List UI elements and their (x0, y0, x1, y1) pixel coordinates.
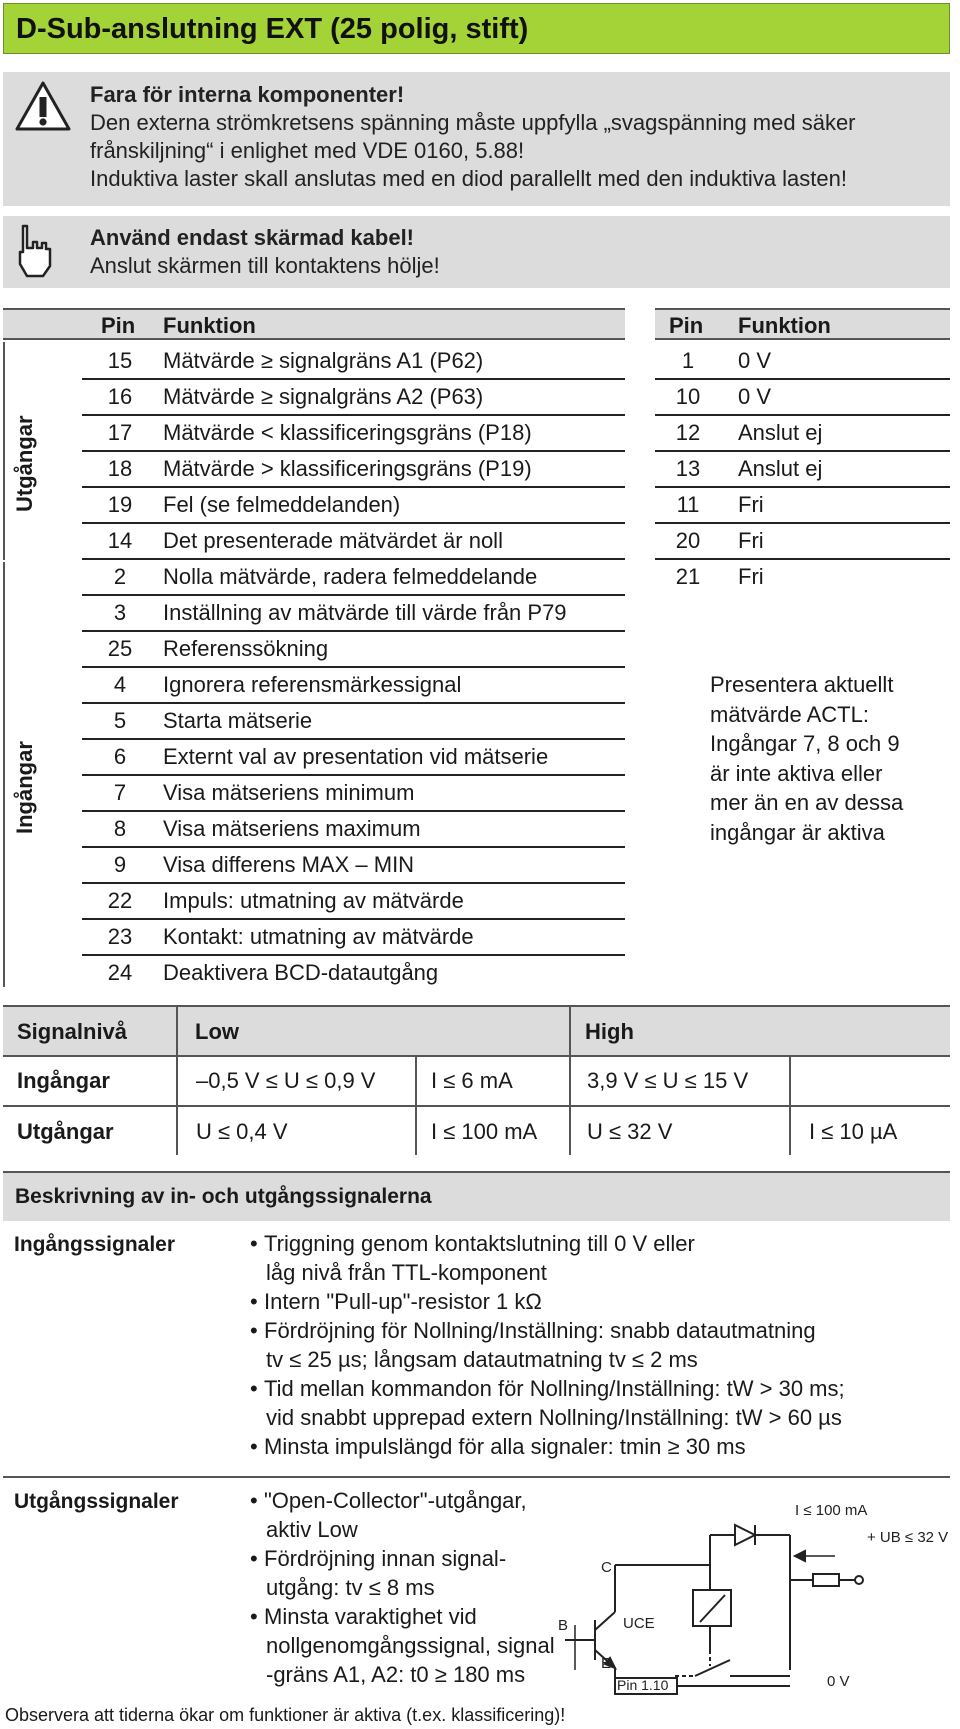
note-line: Ingångar 7, 8 och 9 (710, 731, 900, 756)
signal-table-header (3, 1005, 950, 1057)
outputs-group-line (3, 342, 5, 560)
note-line: Presentera aktuellt (710, 672, 894, 697)
signal-row-outputs (3, 1107, 950, 1157)
table-row (82, 560, 625, 596)
open-collector-circuit (555, 1490, 955, 1700)
actl-note (710, 670, 903, 847)
pin-function: Impuls: utmatning av mätvärde (163, 888, 464, 913)
uce-label: UCE (623, 1615, 655, 1632)
table-row (655, 488, 950, 524)
col-function: Funktion (163, 313, 256, 338)
out-low-voltage: U ≤ 0,4 V (196, 1119, 288, 1144)
bullet-text: Fördröjning för Nollning/Inställning: snabb datautmatning (264, 1318, 816, 1343)
bullet-text: Tid mellan kommandon för Nollning/Inställning: tW > 30 ms; (264, 1376, 845, 1401)
pin-number: 11 (676, 492, 700, 517)
note-line: mätvärde ACTL: (710, 701, 869, 727)
note-box (3, 216, 950, 288)
pin-number: 17 (107, 420, 133, 445)
pin-function: Starta mätserie (163, 708, 313, 733)
pin-function: Visa differens MAX – MIN (163, 852, 415, 877)
pin-number: 9 (113, 852, 127, 877)
bullet-text: Fördröjning innan signal- (264, 1546, 507, 1571)
page-title: D-Sub-anslutning EXT (25 polig, stift) (16, 13, 529, 45)
inputs-group-label: Ingångar (12, 741, 37, 834)
signal-level-heading: Signalnivå (17, 1019, 128, 1044)
outputs-label: Utgångssignaler (14, 1490, 179, 1513)
pin-function: 0 V (738, 384, 772, 409)
table-row (82, 632, 625, 668)
out-low-current: I ≤ 100 mA (431, 1119, 538, 1144)
pin-number: 14 (107, 528, 133, 553)
pin-number: 15 (107, 348, 133, 373)
bullet-text: aktiv Low (266, 1517, 358, 1542)
in-high-voltage: 3,9 V ≤ U ≤ 15 V (587, 1068, 749, 1093)
pin-function: Anslut ej (738, 456, 823, 481)
table-row (82, 776, 625, 812)
pin-function: Mätvärde ≥ signalgräns A1 (P62) (163, 348, 484, 373)
pin-function: Nolla mätvärde, radera felmeddelande (163, 564, 538, 589)
collector-label: C (601, 1559, 612, 1576)
outputs-bullets: • "Open-Collector"-utgångar, aktiv Low • Fördröjning innan signal- utgång: tv ≤ 8 ms • Minsta varaktighet vid nollgenomgångssignal, signal -gräns A1, A2: t0 ≥ 180 ms (250, 1488, 555, 1687)
warning-line: Den externa strömkretsens spänning måste uppfylla „svagspänning med säker (90, 110, 856, 135)
table-row (655, 452, 950, 488)
pin-function: Mätvärde < klassificeringsgräns (P18) (163, 420, 532, 445)
pin-function: Inställning av mätvärde till värde från P79 (163, 600, 567, 625)
pin-number: 19 (107, 492, 133, 517)
table-row (82, 704, 625, 740)
pin-function: Anslut ej (738, 420, 823, 445)
description-header (3, 1171, 950, 1221)
in-low-voltage: –0,5 V ≤ U ≤ 0,9 V (196, 1068, 376, 1093)
bullet-text: nollgenomgångssignal, signal (266, 1633, 555, 1658)
table-row (82, 668, 625, 704)
table-row (82, 344, 625, 380)
pin-function: Visa mätseriens minimum (163, 780, 415, 805)
pin-number: 10 (675, 384, 701, 409)
bullet-text: Minsta varaktighet vid (264, 1604, 477, 1629)
footer-note: Observera att tiderna ökar om funktioner är aktiva (t.ex. klassificering)! (5, 1705, 566, 1725)
pin-number: 18 (107, 456, 133, 481)
pin-function: 0 V (738, 348, 772, 373)
inputs-bullets: • Triggning genom kontaktslutning till 0 V eller låg nivå från TTL-komponent • Intern "Pull-up"-resistor 1 kΩ • Fördröjning för Nollning/Inställning: snabb datautmatning tv ≤ 25 µs; långsam datautmatning tv ≤ 2 ms • Tid mellan kommandon för Nollning/Inställning: tW > 30 ms; vid snabbt upprepad extern Nollning/Inställning: tW > 60 µs • Minsta impulslängd för alla signaler: tmin ≥ 30 ms (250, 1231, 845, 1459)
pin-function: Deaktivera BCD-datautgång (163, 960, 439, 985)
pointing-hand-icon (15, 222, 55, 280)
bullet-text: Intern "Pull-up"-resistor 1 kΩ (264, 1289, 542, 1314)
pin-function: Mätvärde > klassificeringsgräns (P19) (163, 456, 532, 481)
circuit-current-label: I ≤ 100 mA (795, 1502, 868, 1519)
pin-number: 13 (675, 456, 701, 481)
pin-number: 20 (675, 528, 701, 553)
table-row (655, 416, 950, 452)
pin-number: 24 (107, 960, 133, 985)
bullet-text: tv ≤ 25 µs; långsam datautmatning tv ≤ 2 ms (266, 1347, 698, 1372)
table-row (82, 920, 625, 956)
row-label: Utgångar (17, 1119, 114, 1144)
pin-number: 12 (675, 420, 701, 445)
warning-line: frånskiljning“ i enlighet med VDE 0160, 5.88! (90, 138, 525, 163)
pin-function: Fel (se felmeddelanden) (163, 492, 401, 517)
bullet-text: vid snabbt upprepad extern Nollning/Inställning: tW > 60 µs (266, 1405, 842, 1430)
bullet-text: låg nivå från TTL-komponent (266, 1260, 547, 1285)
pin-number: 5 (113, 708, 127, 733)
table-row (82, 380, 625, 416)
warning-heading: Fara för interna komponenter! (90, 82, 405, 107)
pin-function: Referenssökning (163, 636, 329, 661)
table-row (82, 956, 625, 992)
out-high-voltage: U ≤ 32 V (587, 1119, 673, 1144)
note-line: mer än en av dessa (710, 790, 904, 815)
pin-function: Det presenterade mätvärdet är noll (163, 528, 503, 553)
warning-line: Induktiva laster skall anslutas med en diod parallellt med den induktiva lasten! (90, 166, 847, 191)
note-heading: Använd endast skärmad kabel! (90, 225, 415, 250)
table-row (82, 812, 625, 848)
warning-triangle-icon (15, 80, 71, 132)
table-row (82, 596, 625, 632)
pin-function: Kontakt: utmatning av mätvärde (163, 924, 474, 949)
out-high-current: I ≤ 10 µA (809, 1119, 898, 1144)
pin-function: Mätvärde ≥ signalgräns A2 (P63) (163, 384, 484, 409)
pin-number: 3 (113, 600, 127, 625)
table-row (82, 848, 625, 884)
table-row (655, 344, 950, 380)
table-row (655, 560, 950, 596)
circuit-supply-label: + UB ≤ 32 V (867, 1529, 949, 1546)
pin-number: 7 (113, 780, 127, 805)
pin-number: 22 (107, 888, 133, 913)
inputs-group-line (3, 562, 5, 987)
pin-number: 6 (113, 744, 127, 769)
pin-function: Fri (738, 528, 764, 553)
bullet-text: Minsta impulslängd för alla signaler: tmin ≥ 30 ms (264, 1434, 746, 1459)
pin-number: 21 (675, 564, 701, 589)
col-pin: Pin (669, 313, 704, 338)
pin-function: Fri (738, 492, 764, 517)
table-row (82, 740, 625, 776)
pin-number: 1 (681, 348, 695, 373)
pin-function: Visa mätseriens maximum (163, 816, 421, 841)
high-heading: High (585, 1019, 634, 1044)
pin-number: 4 (113, 672, 127, 697)
pin-function: Fri (738, 564, 764, 589)
pin-number: 23 (107, 924, 133, 949)
table-row (655, 380, 950, 416)
table-row (82, 452, 625, 488)
signal-row-inputs (3, 1057, 950, 1107)
right-table-header (655, 308, 950, 340)
table-row (82, 488, 625, 524)
pin-number: 25 (107, 636, 133, 661)
col-function: Funktion (738, 313, 831, 338)
row-label: Ingångar (17, 1068, 110, 1093)
base-label: B (558, 1617, 569, 1634)
col-pin: Pin (101, 313, 136, 338)
divider (3, 1476, 950, 1478)
bullet-text: "Open-Collector"-utgångar, (264, 1488, 527, 1513)
outputs-group-label: Utgångar (12, 415, 37, 512)
note-line: är inte aktiva eller (710, 760, 883, 786)
in-low-current: I ≤ 6 mA (431, 1068, 513, 1093)
bullet-text: utgång: tv ≤ 8 ms (266, 1575, 435, 1600)
pin-number: 16 (107, 384, 133, 409)
zero-volt-label: 0 V (827, 1673, 850, 1690)
low-heading: Low (195, 1019, 239, 1044)
note-line: ingångar är aktiva (710, 819, 885, 845)
inputs-label: Ingångssignaler (14, 1233, 176, 1256)
page-title-bar (3, 3, 950, 54)
pin-function: Externt val av presentation vid mätserie (163, 744, 549, 769)
table-row (82, 884, 625, 920)
bullet-text: -gräns A1, A2: t0 ≥ 180 ms (266, 1662, 526, 1687)
bullet-text: Triggning genom kontaktslutning till 0 V eller (264, 1231, 695, 1256)
pin-label: Pin 1.10 (617, 1677, 669, 1693)
note-line: Anslut skärmen till kontaktens hölje! (90, 253, 440, 278)
pin-function: Ignorera referensmärkessignal (163, 672, 462, 697)
table-row (655, 524, 950, 560)
table-row (82, 416, 625, 452)
emitter-label: E (601, 1655, 612, 1672)
warning-box (3, 72, 950, 206)
table-row (82, 524, 625, 560)
left-table-header (3, 308, 625, 340)
pin-number: 2 (113, 564, 127, 589)
description-heading: Beskrivning av in- och utgångssignalerna (15, 1185, 432, 1208)
pin-number: 8 (113, 816, 127, 841)
